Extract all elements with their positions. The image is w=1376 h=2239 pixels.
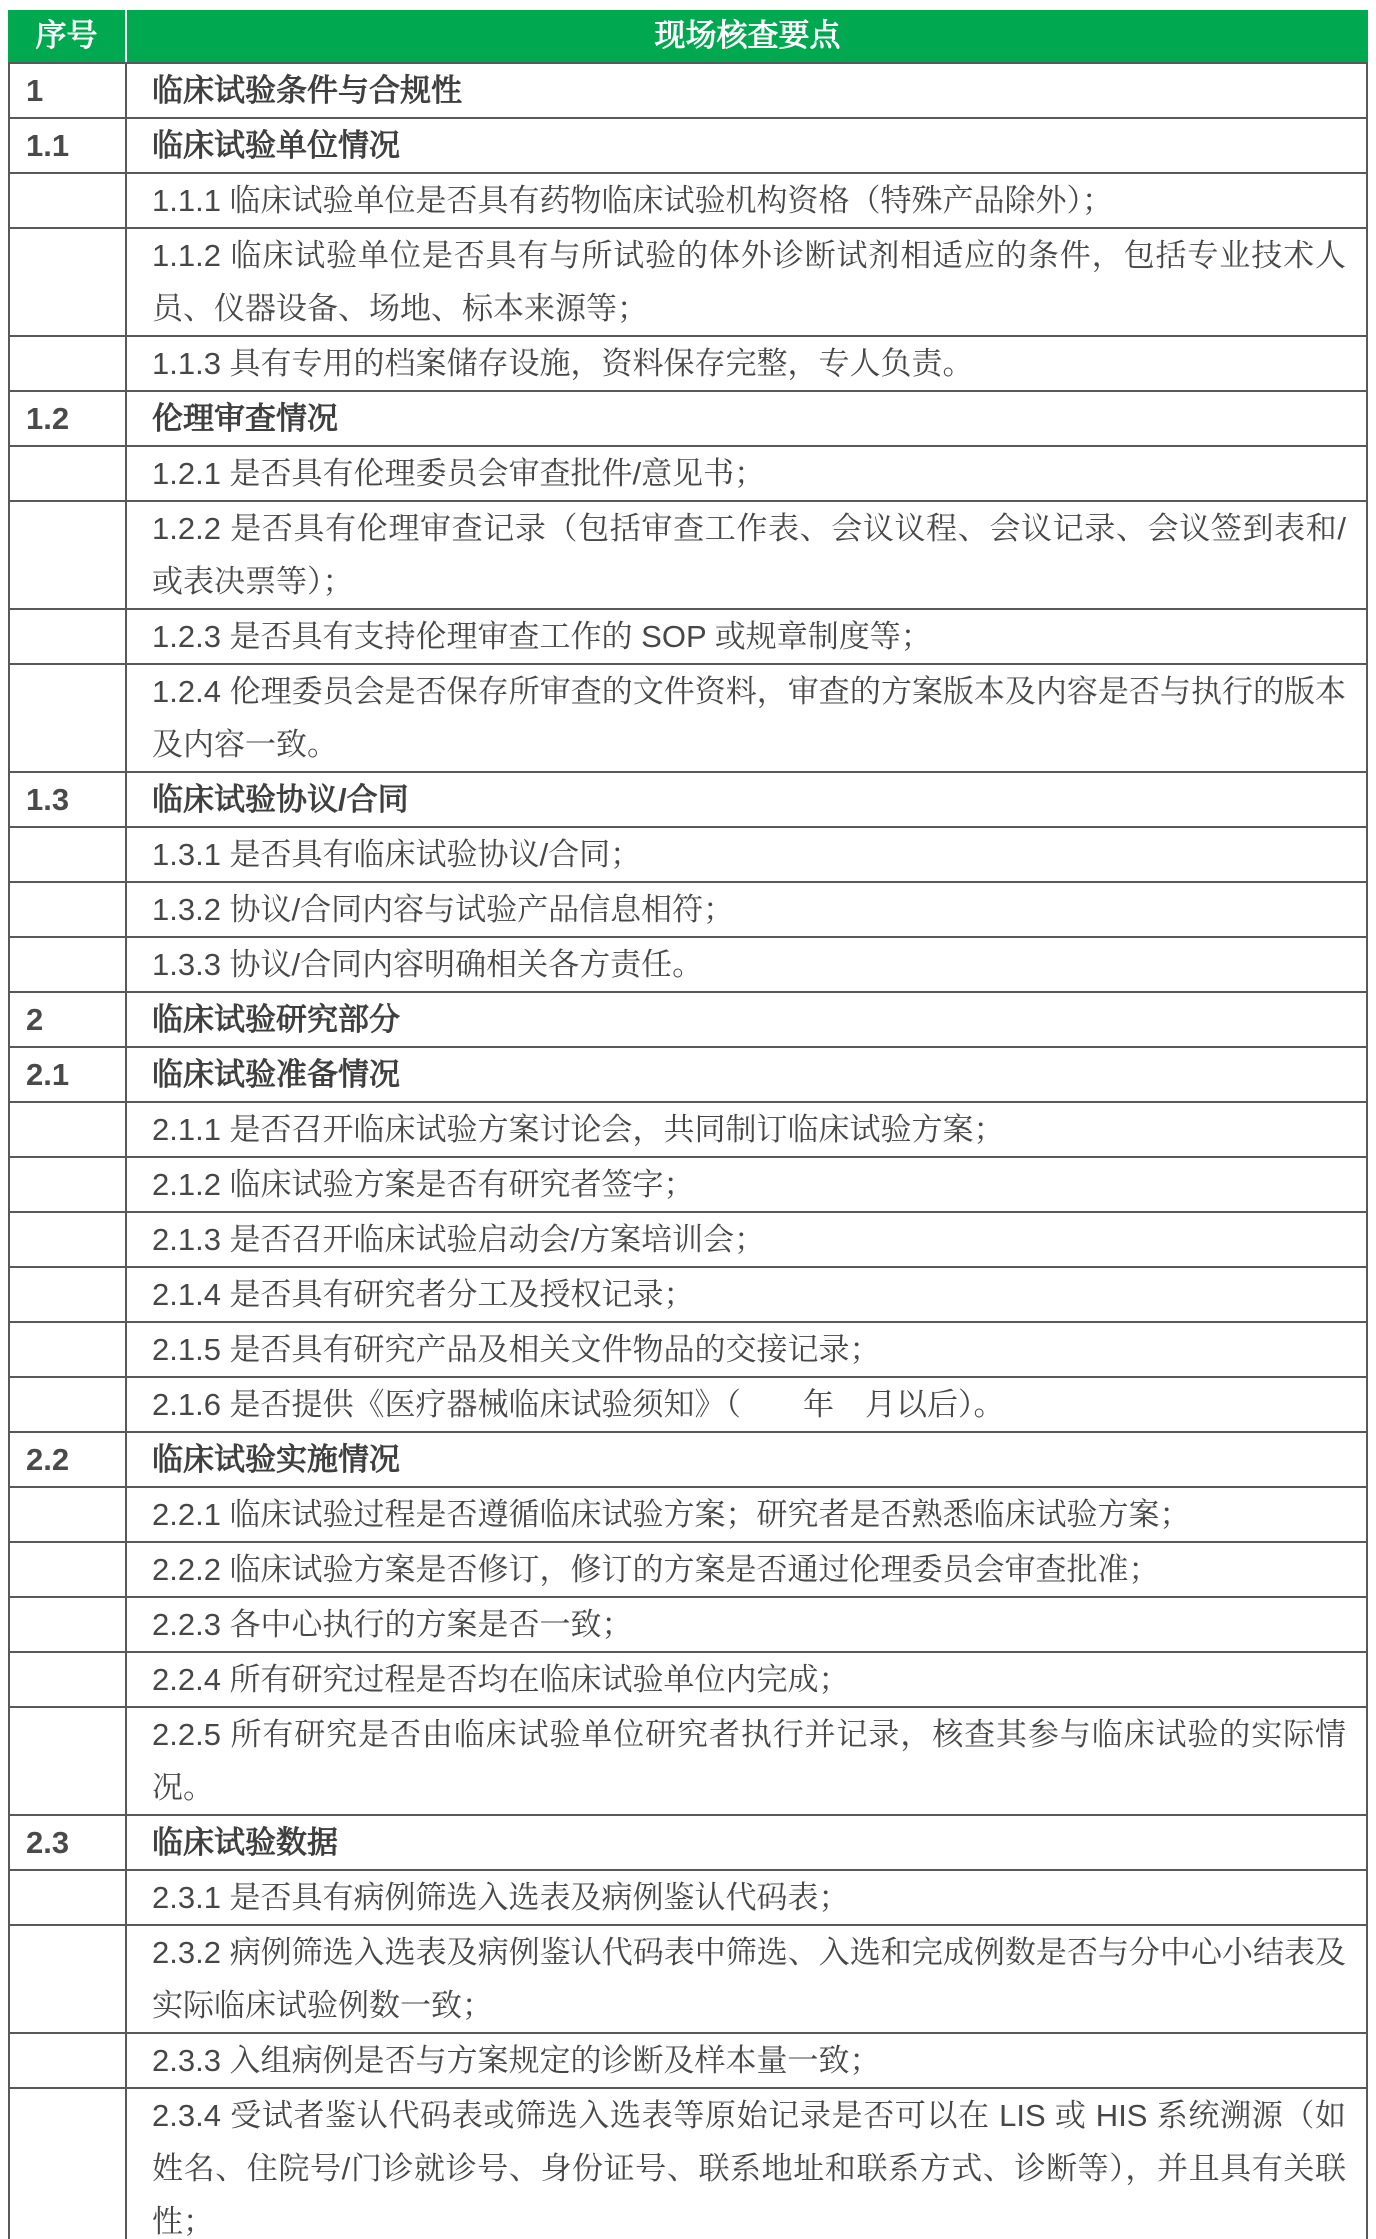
table-row <box>8 117 1368 172</box>
table-row <box>8 335 1368 390</box>
table-row <box>8 2032 1368 2087</box>
row-text-cell: 1.2.1 是否具有伦理委员会审查批件/意见书； <box>125 445 1368 500</box>
row-number-cell: 2 <box>8 991 125 1046</box>
row-text-cell: 2.1.4 是否具有研究者分工及授权记录； <box>125 1266 1368 1321</box>
table-row <box>8 1651 1368 1706</box>
table-row <box>8 991 1368 1046</box>
row-text-cell: 2.3.1 是否具有病例筛选入选表及病例鉴认代码表； <box>125 1869 1368 1924</box>
table-row <box>8 1596 1368 1651</box>
table-row <box>8 227 1368 335</box>
row-number-cell <box>8 500 125 608</box>
row-number-cell <box>8 1651 125 1706</box>
row-number-cell <box>8 826 125 881</box>
table-row <box>8 608 1368 663</box>
row-number-cell: 2.1 <box>8 1046 125 1101</box>
table-row <box>8 500 1368 608</box>
table-row <box>8 1266 1368 1321</box>
row-number-cell <box>8 227 125 335</box>
row-text-cell: 临床试验准备情况 <box>125 1046 1368 1101</box>
row-number-cell <box>8 608 125 663</box>
header-col-serial: 序号 <box>8 10 125 62</box>
row-text-cell: 2.2.1 临床试验过程是否遵循临床试验方案；研究者是否熟悉临床试验方案； <box>125 1486 1368 1541</box>
row-number-cell <box>8 2032 125 2087</box>
row-text-cell: 临床试验数据 <box>125 1814 1368 1869</box>
table-row <box>8 62 1368 117</box>
row-number-cell <box>8 1869 125 1924</box>
row-number-cell <box>8 936 125 991</box>
row-text-cell: 1.1.1 临床试验单位是否具有药物临床试验机构资格（特殊产品除外）； <box>125 172 1368 227</box>
table-row <box>8 1924 1368 2032</box>
row-number-cell <box>8 1924 125 2032</box>
row-text-cell: 2.2.2 临床试验方案是否修订，修订的方案是否通过伦理委员会审查批准； <box>125 1541 1368 1596</box>
checklist-table-body <box>8 62 1368 2239</box>
row-text-cell: 临床试验实施情况 <box>125 1431 1368 1486</box>
row-text-cell: 2.1.1 是否召开临床试验方案讨论会，共同制订临床试验方案； <box>125 1101 1368 1156</box>
row-number-cell: 1.2 <box>8 390 125 445</box>
table-row <box>8 826 1368 881</box>
row-text-cell: 2.1.5 是否具有研究产品及相关文件物品的交接记录； <box>125 1321 1368 1376</box>
row-number-cell <box>8 2087 125 2239</box>
row-text-cell: 2.2.4 所有研究过程是否均在临床试验单位内完成； <box>125 1651 1368 1706</box>
row-text-cell: 1.3.1 是否具有临床试验协议/合同； <box>125 826 1368 881</box>
row-text-cell: 1.1.3 具有专用的档案储存设施，资料保存完整，专人负责。 <box>125 335 1368 390</box>
row-number-cell: 2.2 <box>8 1431 125 1486</box>
row-text-cell: 2.3.2 病例筛选入选表及病例鉴认代码表中筛选、入选和完成例数是否与分中心小结表及实际临床试验例数一致； <box>125 1924 1368 2032</box>
row-text-cell: 临床试验单位情况 <box>125 117 1368 172</box>
row-number-cell <box>8 1376 125 1431</box>
table-row <box>8 1376 1368 1431</box>
table-row <box>8 1101 1368 1156</box>
row-text-cell: 1.3.3 协议/合同内容明确相关各方责任。 <box>125 936 1368 991</box>
row-number-cell: 1.1 <box>8 117 125 172</box>
row-number-cell <box>8 1321 125 1376</box>
row-number-cell <box>8 1486 125 1541</box>
row-text-cell: 2.3.4 受试者鉴认代码表或筛选入选表等原始记录是否可以在 LIS 或 HIS 系统溯源（如姓名、住院号/门诊就诊号、身份证号、联系地址和联系方式、诊断等），并且具有关联性； <box>125 2087 1368 2239</box>
table-row <box>8 1814 1368 1869</box>
row-number-cell <box>8 1541 125 1596</box>
checklist-table-header <box>8 10 1368 62</box>
row-text-cell: 2.1.2 临床试验方案是否有研究者签字； <box>125 1156 1368 1211</box>
table-row <box>8 1541 1368 1596</box>
row-text-cell: 1.2.3 是否具有支持伦理审查工作的 SOP 或规章制度等； <box>125 608 1368 663</box>
row-text-cell: 1.2.4 伦理委员会是否保存所审查的文件资料，审查的方案版本及内容是否与执行的版本及内容一致。 <box>125 663 1368 771</box>
row-number-cell <box>8 663 125 771</box>
table-row <box>8 172 1368 227</box>
row-text-cell: 1.2.2 是否具有伦理审查记录（包括审查工作表、会议议程、会议记录、会议签到表和/或表决票等）； <box>125 500 1368 608</box>
row-text-cell: 伦理审查情况 <box>125 390 1368 445</box>
row-number-cell: 2.3 <box>8 1814 125 1869</box>
header-row <box>8 10 1368 62</box>
table-row <box>8 771 1368 826</box>
table-row <box>8 1321 1368 1376</box>
table-row <box>8 1046 1368 1101</box>
table-row <box>8 881 1368 936</box>
row-number-cell: 1.3 <box>8 771 125 826</box>
table-row <box>8 1706 1368 1814</box>
table-row <box>8 1431 1368 1486</box>
row-number-cell <box>8 445 125 500</box>
table-row <box>8 2087 1368 2239</box>
row-number-cell <box>8 1266 125 1321</box>
row-number-cell <box>8 1211 125 1266</box>
row-number-cell <box>8 1706 125 1814</box>
table-row <box>8 663 1368 771</box>
row-text-cell: 2.2.3 各中心执行的方案是否一致； <box>125 1596 1368 1651</box>
row-number-cell <box>8 881 125 936</box>
row-number-cell <box>8 172 125 227</box>
header-col-points: 现场核查要点 <box>125 10 1368 62</box>
row-text-cell: 临床试验协议/合同 <box>125 771 1368 826</box>
row-number-cell: 1 <box>8 62 125 117</box>
row-number-cell <box>8 335 125 390</box>
row-text-cell: 2.1.3 是否召开临床试验启动会/方案培训会； <box>125 1211 1368 1266</box>
row-text-cell: 2.1.6 是否提供《医疗器械临床试验须知》（ 年 月以后）。 <box>125 1376 1368 1431</box>
row-text-cell: 2.3.3 入组病例是否与方案规定的诊断及样本量一致； <box>125 2032 1368 2087</box>
table-row <box>8 936 1368 991</box>
checklist-table <box>8 10 1368 2239</box>
row-number-cell <box>8 1156 125 1211</box>
row-text-cell: 临床试验条件与合规性 <box>125 62 1368 117</box>
table-row <box>8 445 1368 500</box>
row-number-cell <box>8 1596 125 1651</box>
table-row <box>8 1869 1368 1924</box>
table-row <box>8 390 1368 445</box>
table-row <box>8 1486 1368 1541</box>
table-row <box>8 1156 1368 1211</box>
row-text-cell: 1.1.2 临床试验单位是否具有与所试验的体外诊断试剂相适应的条件，包括专业技术人员、仪器设备、场地、标本来源等； <box>125 227 1368 335</box>
row-text-cell: 2.2.5 所有研究是否由临床试验单位研究者执行并记录，核查其参与临床试验的实际情况。 <box>125 1706 1368 1814</box>
row-text-cell: 1.3.2 协议/合同内容与试验产品信息相符； <box>125 881 1368 936</box>
row-number-cell <box>8 1101 125 1156</box>
table-row <box>8 1211 1368 1266</box>
row-text-cell: 临床试验研究部分 <box>125 991 1368 1046</box>
